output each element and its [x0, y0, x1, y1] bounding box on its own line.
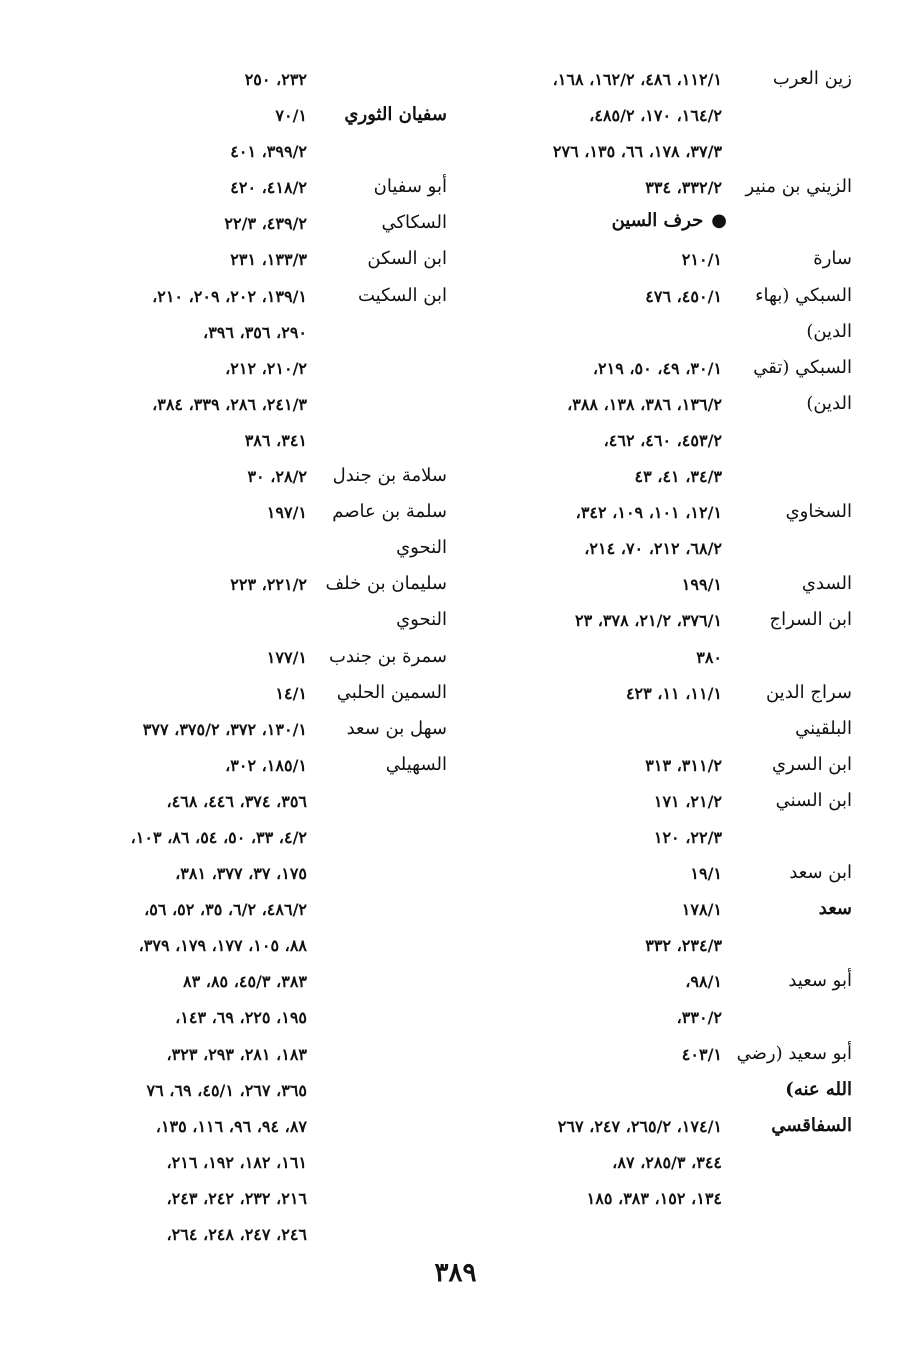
index-entry: [470, 569, 852, 605]
entry-name: ابن السراج: [769, 609, 852, 631]
index-entry: [55, 244, 447, 280]
entry-name: سفيان الثوري: [344, 104, 447, 126]
section-heading-text: حرف السين: [611, 210, 704, 232]
index-entry: [470, 281, 852, 317]
entry-references: ٢١٠/١: [681, 250, 722, 270]
entry-name: أبو سعيد (رضي: [736, 1042, 852, 1064]
index-entry: [470, 930, 852, 966]
index-entry: [470, 425, 852, 461]
index-entry: [55, 642, 447, 678]
entry-name: الدين): [806, 392, 852, 414]
index-entry: [470, 136, 852, 172]
entry-references: ٣٨٠: [696, 647, 722, 667]
entry-references: ١١/١، ١١، ٤٢٣: [625, 683, 722, 703]
index-entry: [55, 966, 447, 1002]
entry-references: ٤٥٠/١، ٤٧٦: [645, 286, 722, 306]
entry-name: البلقيني: [795, 717, 852, 739]
entry-references: ١٧٧/١: [266, 647, 307, 667]
entry-references: ٢٢/٣، ١٢٠: [653, 827, 722, 847]
entry-references: ٩٨/١،: [685, 972, 722, 992]
index-entry: [470, 353, 852, 389]
entry-references: ٣٧٦/١، ٢١/٢، ٣٧٨، ٢٣: [574, 611, 722, 631]
index-entry: [55, 678, 447, 714]
entry-references: ٣٤/٣، ٤١، ٤٣: [634, 467, 722, 487]
index-entry: [55, 533, 447, 569]
index-entry: [55, 569, 447, 605]
entry-references: ١١٢/١، ٤٨٦، ١٦٢/٢، ١٦٨،: [552, 70, 722, 89]
entry-references: ٤١٨/٢، ٤٢٠: [230, 178, 307, 198]
entry-references: ٣٨٣، ٤٥/٣، ٨٥، ٨٣: [183, 972, 307, 992]
entry-references: ٢٩٠، ٣٥٦، ٣٩٦،: [203, 322, 307, 342]
entry-name: السدي: [801, 573, 852, 595]
entry-references: ١٨٥/١، ٣٠٢،: [225, 755, 307, 775]
entry-references: ٢٤٦، ٢٤٧، ٢٤٨، ٢٦٤،: [166, 1225, 307, 1244]
index-entry: [470, 317, 852, 353]
index-entry: [470, 1111, 852, 1147]
entry-references: ٣٣٢/٢، ٣٣٤: [645, 178, 722, 198]
section-heading: [612, 210, 727, 231]
entry-name: السبكي (تقي: [753, 356, 852, 378]
entry-references: ٢٤١/٣، ٢٨٦، ٣٣٩، ٣٨٤،: [152, 394, 307, 414]
index-entry: [55, 425, 447, 461]
entry-references: ١٧٥، ٣٧، ٣٧٧، ٣٨١،: [175, 864, 307, 884]
entry-name: سمرة بن جندب: [329, 645, 447, 667]
entry-name: السبكي (بهاء: [755, 284, 852, 306]
entry-references: ٣١١/٢، ٣١٣: [645, 755, 722, 775]
entry-references: ٣٤٤، ٢٨٥/٣، ٨٧،: [612, 1152, 722, 1172]
entry-name: الزيني بن منير: [745, 176, 852, 198]
entry-references: ٣٤١، ٣٨٦: [244, 430, 307, 450]
index-entry: [470, 1002, 852, 1038]
index-entry: [470, 750, 852, 786]
entry-references: ١٣٠/١، ٣٧٢، ٣٧٥/٢، ٣٧٧: [142, 719, 307, 739]
entry-references: ٢٣٢، ٢٥٠: [244, 70, 307, 89]
entry-references: ٢١٠/٢، ٢١٢،: [225, 358, 307, 378]
index-entry: [470, 208, 852, 244]
index-entry: [470, 1147, 852, 1183]
index-entry: [55, 497, 447, 533]
entry-name: سليمان بن خلف: [325, 573, 447, 595]
index-entry: [470, 1039, 852, 1075]
entry-references: ١٩٥، ٢٢٥، ٦٩، ١٤٣،: [175, 1008, 307, 1028]
entry-references: ١٢/١، ١٠١، ١٠٩، ٣٤٢،: [575, 503, 722, 523]
index-entry: [55, 100, 447, 136]
index-entry: [55, 64, 447, 100]
index-entry: [55, 1075, 447, 1111]
index-entry: [55, 208, 447, 244]
entry-references: ٤٥٣/٢، ٤٦٠، ٤٦٢،: [603, 430, 722, 450]
index-entry: [55, 1183, 447, 1219]
index-entry: [470, 678, 852, 714]
index-entry: [55, 605, 447, 641]
entry-name: السمين الحلبي: [336, 681, 447, 703]
entry-references: ٨٧، ٩٤، ٩٦، ١١٦، ١٣٥،: [155, 1116, 307, 1136]
index-entry: [55, 136, 447, 172]
index-entry: [470, 822, 852, 858]
index-entry: [470, 389, 852, 425]
entry-name: السهيلي: [385, 753, 447, 775]
entry-references: ١٧٨/١: [681, 900, 722, 920]
index-entry: [470, 100, 852, 136]
index-entry: [470, 1183, 852, 1219]
entry-references: ٨٨، ١٠٥، ١٧٧، ١٧٩، ٣٧٩،: [138, 936, 307, 956]
index-entry: [55, 389, 447, 425]
index-entry: [55, 1147, 447, 1183]
index-entry: [55, 786, 447, 822]
entry-name: أبو سفيان: [373, 176, 447, 198]
entry-name: سعد: [818, 898, 852, 920]
index-column-left: [55, 64, 447, 1255]
index-column-right: [470, 64, 852, 1219]
entry-references: ١٦٤/٢، ١٧٠، ٤٨٥/٢،: [589, 106, 722, 126]
entry-references: ١٩٩/١: [681, 575, 722, 595]
entry-references: ٣٦٥، ٢٦٧، ٤٥/١، ٦٩، ٧٦: [146, 1080, 307, 1100]
index-entry: [55, 1111, 447, 1147]
entry-name: ابن السكن: [367, 248, 447, 270]
index-entry: [55, 317, 447, 353]
entry-name: السفاقسي: [771, 1114, 852, 1136]
entry-name: ابن سعد: [789, 862, 852, 884]
entry-references: ١٣٩/١، ٢٠٢، ٢٠٩، ٢١٠،: [152, 286, 307, 306]
entry-references: ٧٠/١: [275, 106, 307, 126]
entry-references: ١٣٤، ١٥٢، ٣٨٣، ١٨٥: [586, 1188, 722, 1208]
entry-name: الدين): [806, 320, 852, 342]
entry-references: ١٤/١: [275, 683, 307, 703]
entry-references: ٤/٢، ٣٣، ٥٠، ٥٤، ٨٦، ١٠٣،: [130, 827, 307, 847]
entry-references: ٢١٦، ٢٣٢، ٢٤٢، ٢٤٣،: [166, 1188, 307, 1208]
index-entry: [55, 822, 447, 858]
entry-references: ٣٠/١، ٤٩، ٥٠، ٢١٩،: [592, 358, 722, 378]
entry-references: ٣٣٠/٢،: [676, 1008, 722, 1028]
index-entry: [470, 1075, 852, 1111]
entry-references: ٢١/٢، ١٧١: [653, 791, 722, 811]
entry-name: ابن السري: [772, 753, 852, 775]
entry-references: ٣٥٦، ٣٧٤، ٤٤٦، ٤٦٨،: [166, 791, 307, 811]
entry-references: ١٨٣، ٢٨١، ٢٩٣، ٣٢٣،: [166, 1044, 307, 1064]
entry-name: النحوي: [396, 609, 447, 631]
entry-references: ١٦١، ١٨٢، ١٩٢، ٢١٦،: [166, 1152, 307, 1172]
entry-references: ١٣٦/٢، ٣٨٦، ١٣٨، ٣٨٨،: [567, 394, 722, 414]
index-entry: [470, 858, 852, 894]
entry-name: سهل بن سعد: [346, 717, 447, 739]
entry-references: ٢٢١/٢، ٢٢٣: [230, 575, 307, 595]
index-entry: [55, 750, 447, 786]
entry-references: ١٣٣/٣، ٢٣١: [230, 250, 307, 270]
index-entry: [470, 497, 852, 533]
index-entry: [470, 714, 852, 750]
index-entry: [470, 461, 852, 497]
index-entry: [55, 281, 447, 317]
index-entry: [55, 1039, 447, 1075]
index-entry: [55, 714, 447, 750]
index-entry: [55, 353, 447, 389]
index-entry: [55, 894, 447, 930]
index-entry: [55, 1002, 447, 1038]
entry-name: الله عنه): [785, 1078, 852, 1100]
entry-name: السكاكي: [381, 212, 447, 234]
entry-name: ابن السكيت: [357, 284, 447, 306]
entry-name: سارة: [813, 248, 852, 270]
entry-references: ٢٨/٢، ٣٠: [247, 467, 307, 487]
index-entry: [470, 172, 852, 208]
index-entry: [470, 966, 852, 1002]
entry-references: ٣٩٩/٢، ٤٠١: [230, 142, 307, 162]
entry-name: النحوي: [396, 537, 447, 559]
index-entry: [470, 244, 852, 280]
index-entry: [470, 642, 852, 678]
entry-name: أبو سعيد: [788, 970, 852, 992]
entry-name: السخاوي: [785, 501, 852, 523]
entry-references: ١٧٤/١، ٢٦٥/٢، ٢٤٧، ٢٦٧: [557, 1116, 722, 1136]
entry-references: ٤٠٣/١: [681, 1044, 722, 1064]
index-entry: [55, 930, 447, 966]
entry-name: ابن السني: [775, 789, 852, 811]
entry-name: سلمة بن عاصم: [332, 501, 447, 523]
index-entry: [470, 605, 852, 641]
entry-references: ٣٧/٣، ١٧٨، ٦٦، ١٣٥، ٢٧٦: [552, 142, 722, 162]
entry-references: ٢٣٤/٣، ٣٣٢: [645, 936, 722, 956]
entry-name: سلامة بن جندل: [332, 465, 447, 487]
index-entry: [470, 533, 852, 569]
entry-references: ٦٨/٢، ٢١٢، ٧٠، ٢١٤،: [584, 539, 722, 559]
bullet-icon: ●: [711, 210, 727, 232]
index-entry: [55, 461, 447, 497]
entry-references: ٤٣٩/٢، ٢٢/٣: [224, 214, 307, 234]
index-entry: [55, 172, 447, 208]
entry-references: ١٩٧/١: [266, 503, 307, 523]
entry-references: ١٩/١: [690, 864, 722, 884]
entry-name: زين العرب: [772, 68, 852, 89]
index-entry: [470, 786, 852, 822]
index-entry: [470, 64, 852, 100]
index-entry: [55, 1219, 447, 1255]
index-entry: [55, 858, 447, 894]
index-entry: [470, 894, 852, 930]
entry-name: سراج الدين: [765, 681, 852, 703]
page-number: ٣٨٩: [434, 1258, 477, 1288]
entry-references: ٤٨٦/٢، ٦/٢، ٣٥، ٥٢، ٥٦،: [144, 900, 307, 920]
